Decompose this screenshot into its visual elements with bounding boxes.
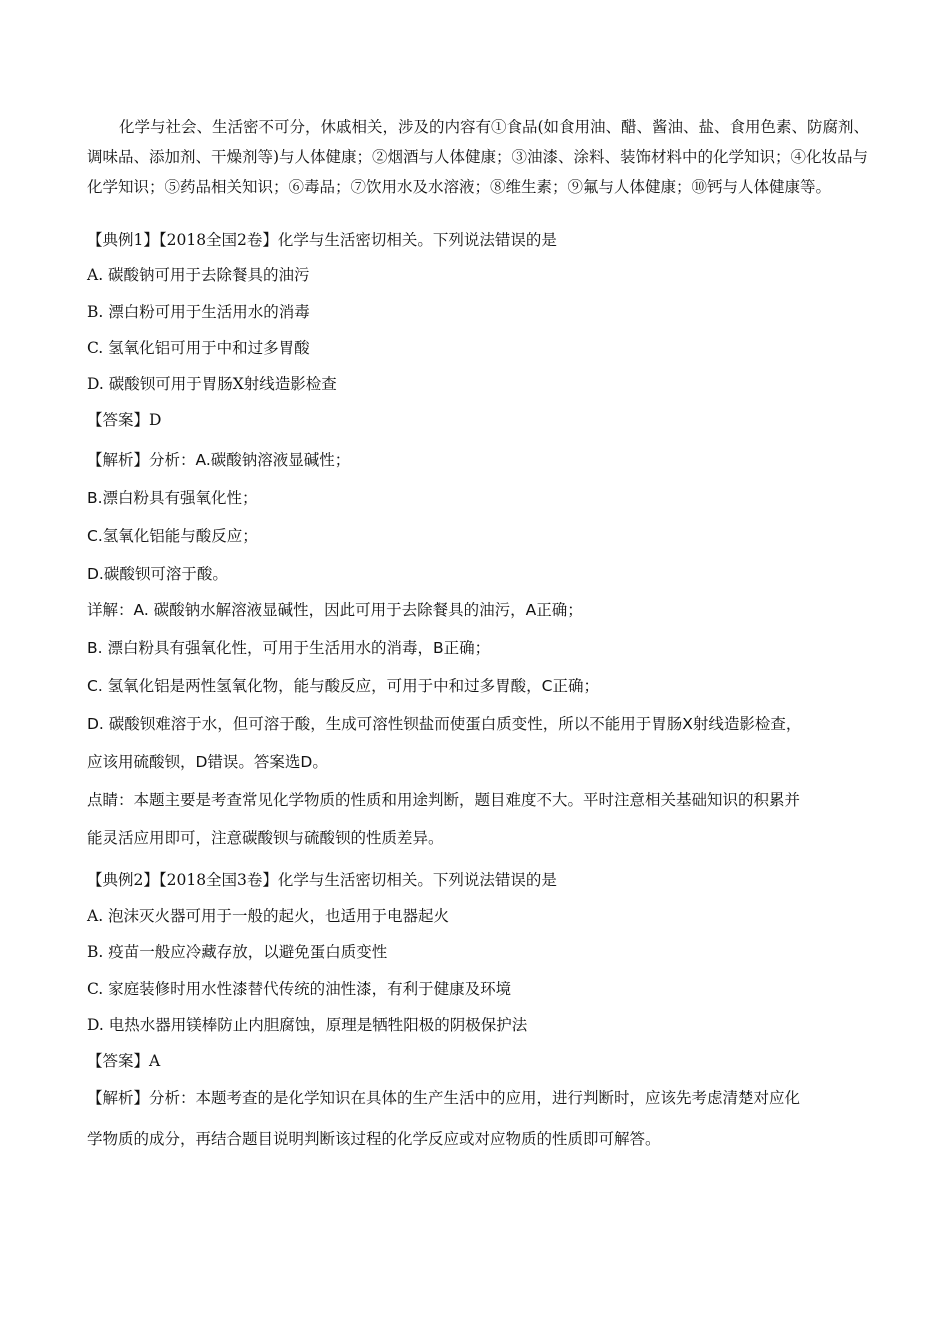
example2-answer: 【答案】A: [87, 1052, 161, 1070]
example2-title: 【典例2】【2018全国3卷】化学与生活密切相关。下列说法错误的是: [87, 871, 557, 889]
example1-comment-line-1: 点睛：本题主要是考查常见化学物质的性质和用途判断，题目难度不大。平时注意相关基础知识的积累并: [87, 791, 801, 809]
example1-option-d: D. 碳酸钡可用于胃肠X射线造影检查: [87, 375, 337, 393]
intro-paragraph: 化学与社会、生活密不可分，休戚相关，涉及的内容有①食品(如食用油、醋、酱油、盐、食用色素、防腐剂、调味品、添加剂、干燥剂等)与人体健康；②烟酒与人体健康；③油漆、涂料、装饰材料中的化学知识；④化妆品与化学知识；⑤药品相关知识；⑥毒品；⑦饮用水及水溶液；⑧维生素；⑨氟与人体健康；⑩钙与人体健康等。: [87, 118, 870, 196]
example1-detail-line-3: C. 氢氧化铝是两性氢氧化物，能与酸反应，可用于中和过多胃酸，C正确；: [87, 677, 600, 695]
example2-option-c: C. 家庭装修时用水性漆替代传统的油性漆，有利于健康及环境: [87, 980, 512, 998]
example1-detail-line-4: D. 碳酸钡难溶于水，但可溶于酸，生成可溶性钡盐而使蛋白质变性，所以不能用于胃肠X射线造影检查，: [87, 715, 802, 733]
example1-analysis: [87, 450, 350, 470]
example1-detail-line-1: 详解：A. 碳酸钠水解溶液显碱性，因此可用于去除餐具的油污，A正确；: [87, 601, 583, 619]
example2-option-b: B. 疫苗一般应冷藏存放，以避免蛋白质变性: [87, 943, 388, 961]
example1-comment-line-2: 能灵活应用即可，注意碳酸钡与硫酸钡的性质差异。: [87, 829, 444, 847]
example1-analysis-d: D.碳酸钡可溶于酸。: [87, 565, 228, 583]
example1-analysis-c: C.氢氧化铝能与酸反应；: [87, 527, 258, 545]
example1-option-a: A. 碳酸钠可用于去除餐具的油污: [87, 266, 310, 284]
example1-analysis-b: B.漂白粉具有强氧化性；: [87, 489, 258, 507]
example2-option-d: D. 电热水器用镁棒防止内胆腐蚀，原理是牺牲阳极的阴极保护法: [87, 1016, 528, 1034]
example1-analysis-text: 分析：A.碳酸钠溶液显碱性；: [149, 451, 351, 469]
example1-detail-line-5: 应该用硫酸钡，D错误。答案选D。: [87, 753, 328, 771]
example1-option-c: C. 氢氧化铝可用于中和过多胃酸: [87, 339, 310, 357]
example1-analysis-label: 【解析】: [87, 451, 150, 469]
example1-detail-line-2: B. 漂白粉具有强氧化性，可用于生活用水的消毒，B正确；: [87, 639, 491, 657]
example2-analysis-line-2: 学物质的成分，再结合题目说明判断该过程的化学反应或对应物质的性质即可解答。: [87, 1130, 661, 1148]
example1-title: 【典例1】【2018全国2卷】化学与生活密切相关。下列说法错误的是: [87, 231, 557, 249]
example2-analysis-line-1: 【解析】分析：本题考查的是化学知识在具体的生产生活中的应用，进行判断时，应该先考虑清楚对应化: [87, 1089, 801, 1107]
example1-answer: 【答案】D: [87, 411, 162, 429]
example1-option-b: B. 漂白粉可用于生活用水的消毒: [87, 303, 310, 321]
example2-option-a: A. 泡沫灭火器可用于一般的起火，也适用于电器起火: [87, 907, 450, 925]
